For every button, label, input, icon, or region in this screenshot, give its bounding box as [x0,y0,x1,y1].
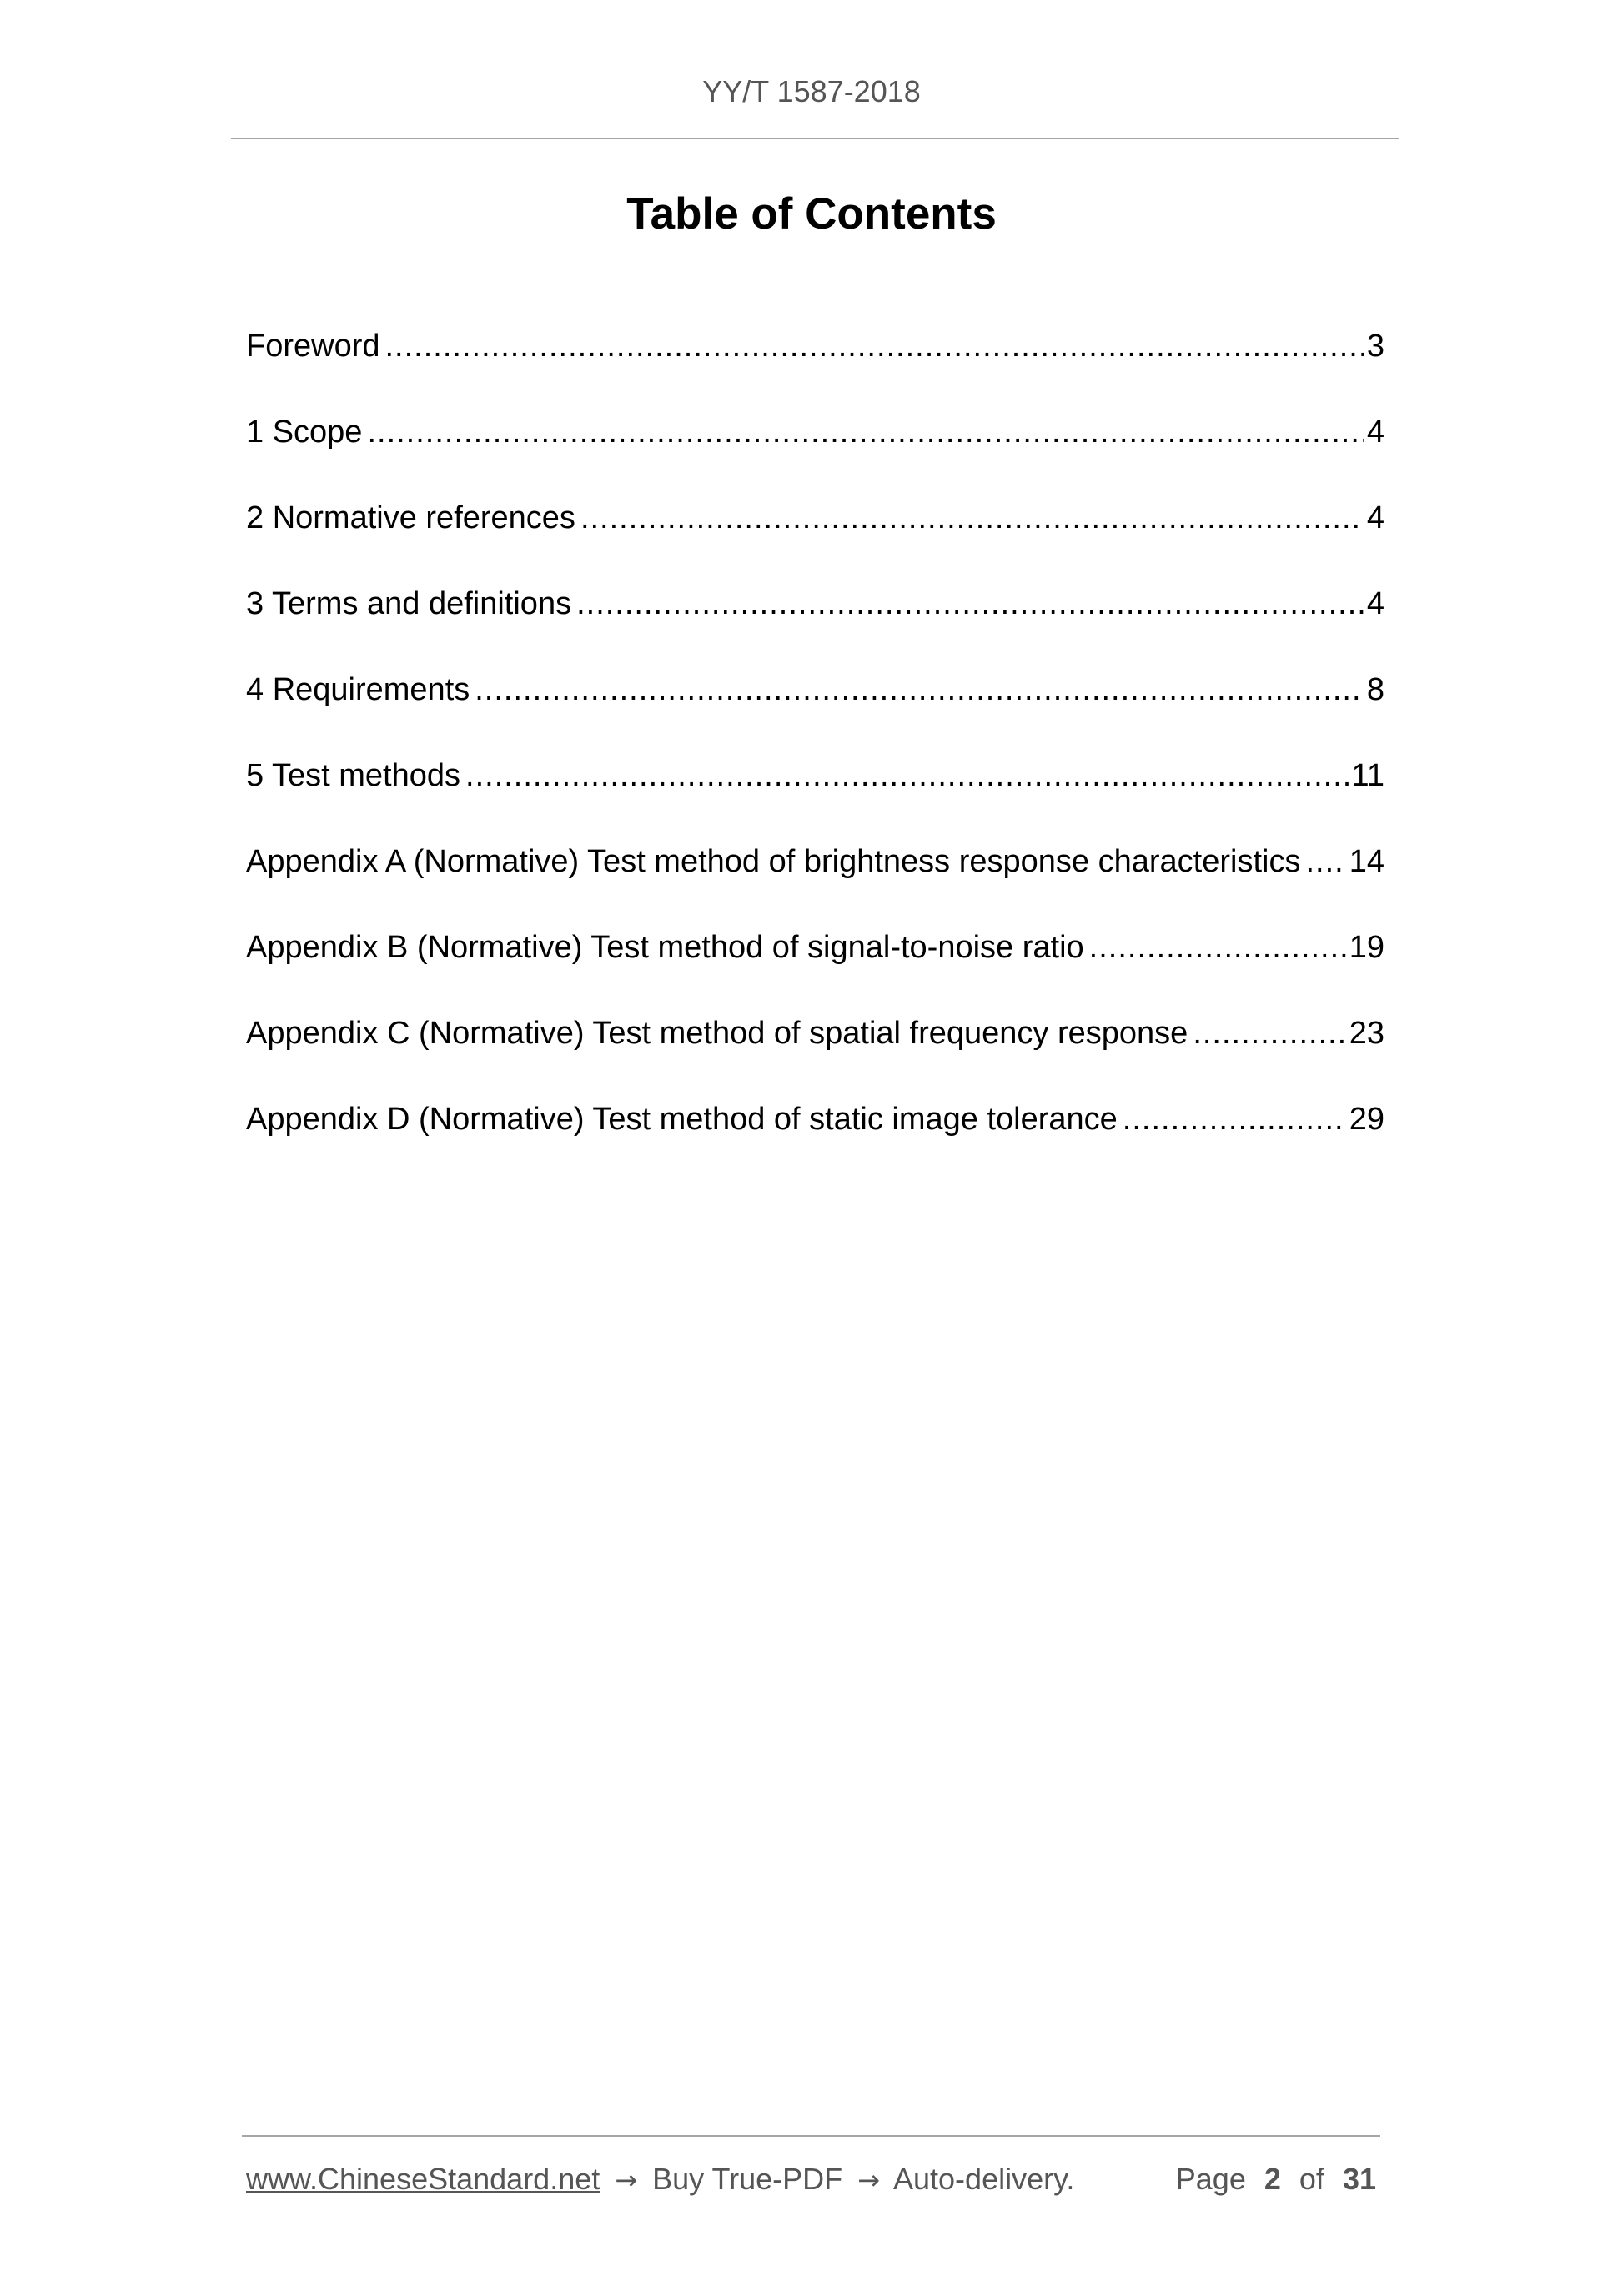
toc-entry-label: Appendix A (Normative) Test method of brightness response characteristics [246,844,1301,879]
toc-entry-page: 4 [1366,414,1384,450]
page-word: Page [1175,2162,1246,2196]
toc-dot-leader [367,413,1363,451]
toc-entry-terms-and-definitions[interactable] [246,585,1384,671]
footer-promo [246,2158,1074,2201]
toc-entry-page: 23 [1349,1016,1384,1051]
toc-entry-label: 1 Scope [246,414,363,450]
toc-entry-appendix-b[interactable] [246,928,1384,1014]
toc-entry-appendix-c[interactable] [246,1014,1384,1100]
toc-entry-page: 19 [1349,930,1384,965]
auto-delivery-text: Auto-delivery. [893,2162,1075,2196]
toc-entry-page: 3 [1366,329,1384,364]
toc-entry-foreword[interactable] [246,327,1384,413]
arrow-right-icon: → [857,2164,880,2196]
arrow-right-icon: → [615,2164,638,2196]
toc-entry-page: 11 [1351,758,1384,793]
toc-entry-page: 14 [1349,844,1384,879]
toc-entry-label: 4 Requirements [246,672,470,707]
toc-entry-requirements[interactable] [246,671,1384,756]
toc-entry-page: 8 [1366,672,1384,707]
toc-entry-label: 3 Terms and definitions [246,586,572,621]
toc-entry-label: 2 Normative references [246,500,575,535]
toc-dot-leader [385,327,1364,365]
toc-entry-label: Appendix C (Normative) Test method of spatial frequency response [246,1016,1188,1051]
toc-entry-appendix-d[interactable] [246,1100,1384,1186]
page-indicator [1176,2158,1376,2200]
footer-divider [242,2135,1380,2137]
toc-entry-scope[interactable] [246,413,1384,499]
toc-entry-page: 29 [1349,1102,1384,1137]
toc-dot-leader [475,671,1364,709]
toc-dot-leader [1089,928,1346,967]
toc-entry-page: 4 [1366,500,1384,535]
document-code-header: YY/T 1587-2018 [702,74,921,108]
toc-entry-label: 5 Test methods [246,758,461,793]
toc-list [246,327,1384,1186]
toc-dot-leader [1123,1100,1346,1138]
buy-pdf-text: Buy True-PDF [652,2162,843,2196]
toc-dot-leader [465,756,1349,795]
toc-dot-leader [1193,1014,1345,1053]
of-word: of [1299,2162,1324,2196]
page-footer [246,2158,1376,2200]
site-link[interactable]: www.ChineseStandard.net [246,2162,600,2196]
toc-entry-appendix-a[interactable] [246,842,1384,928]
toc-dot-leader [580,499,1364,537]
toc-entry-label: Foreword [246,329,380,364]
toc-entry-label: Appendix B (Normative) Test method of signal-to-noise ratio [246,930,1084,965]
current-page-number: 2 [1264,2162,1281,2196]
toc-dot-leader [1305,842,1345,881]
toc-entry-page: 4 [1366,586,1384,621]
toc-entry-normative-references[interactable] [246,499,1384,585]
header-divider [231,138,1399,139]
toc-entry-test-methods[interactable] [246,756,1384,842]
page-title: Table of Contents [626,189,997,239]
toc-dot-leader [576,585,1364,623]
toc-entry-label: Appendix D (Normative) Test method of static image tolerance [246,1102,1118,1137]
total-page-count: 31 [1342,2162,1376,2196]
